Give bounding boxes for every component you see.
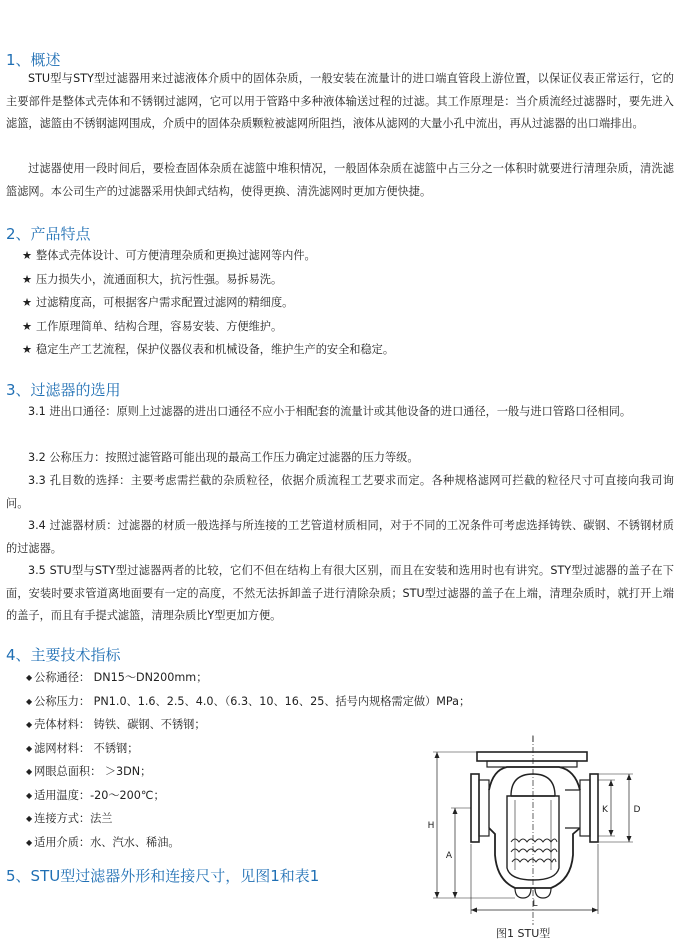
spec-text: 适用介质：水、汽水、稀油。 — [34, 835, 180, 849]
overview-paragraph-2-text: 过滤器使用一段时间后，要检查固体杂质在滤篮中堆积情况，一般固体杂质在滤篮中占三分之一体积时就要进行清理杂质，清洗滤篮滤网。本公司生产的过滤器采用快卸式结构，使得更换、清洗滤网时更加方便快捷。 — [6, 162, 674, 198]
star-icon: ★ — [22, 319, 33, 333]
features-list — [22, 244, 394, 362]
selection-text-3-5: 3.5 STU型与STY型过滤器两者的比较，它们不但在结构上有很大区别，而且在安装和选用时也有讲究。STY型过滤器的盖子在下面，安装时要求管道离地面要有一定的高度，不然无法拆卸盖子进行清除杂质；STU型过滤器的盖子在上端，清理杂质时，就打开上端的盖子，而且有手提式滤篮，清理杂质比Y型更加方便。 — [6, 564, 674, 622]
diamond-bullet-icon: ◆ — [26, 790, 33, 800]
section-title-overview: 1、概述 — [6, 51, 61, 69]
dim-label-h: H — [427, 821, 435, 831]
feature-text: 过滤精度高，可根据客户需求配置过滤网的精细度。 — [36, 296, 294, 309]
spec-text: 网眼总面积： ＞3DN； — [34, 765, 152, 778]
diamond-bullet-icon: ◆ — [26, 837, 33, 847]
spec-item — [26, 666, 470, 690]
spec-text: 公称压力： PN1.0、1.6、2.5、4.0、（6.3、10、16、25、括号内规格需定做）MPa； — [34, 694, 471, 708]
spec-item — [26, 737, 470, 761]
feature-text: 工作原理简单、结构合理，容易安装、方便维护。 — [36, 319, 283, 333]
overview-paragraph-1-text: STU型与STY型过滤器用来过滤液体介质中的固体杂质，一般安装在流量计的进口端直管段上游位置，以保证仪表正常运行，它的主要部件是整体式壳体和不锈钢过滤网，它可以用于管路中多种液体输送过程的过滤。其工作原理是：当介质流经过滤器时，要先进入滤篮，滤篮由不锈钢滤网围成，介质中的固体杂质颗粒被滤网所阻挡，液体从滤网的大量小孔中流出，再从过滤器的出口端排出。 — [6, 72, 674, 130]
spec-item — [26, 831, 470, 855]
diamond-bullet-icon: ◆ — [26, 767, 33, 776]
selection-paragraph-3-2 — [6, 447, 674, 470]
diamond-bullet-icon: ◆ — [26, 673, 33, 682]
feature-item — [22, 338, 394, 362]
selection-paragraph-3-3 — [6, 470, 674, 515]
feature-item — [22, 268, 394, 292]
diamond-bullet-icon: ◆ — [26, 814, 33, 823]
diamond-bullet-icon: ◆ — [26, 743, 33, 753]
spec-text: 适用温度：-20～200℃； — [34, 788, 165, 802]
feature-text: 整体式壳体设计、可方便清理杂质和更换过滤网等内件。 — [36, 249, 316, 262]
diamond-bullet-icon: ◆ — [26, 696, 33, 706]
spec-item — [26, 807, 470, 831]
dim-label-a: A — [445, 851, 453, 861]
star-icon: ★ — [22, 296, 33, 309]
star-icon: ★ — [22, 343, 33, 356]
selection-paragraph-3-5 — [6, 560, 674, 628]
stu-filter-diagram — [415, 730, 680, 950]
spec-item — [26, 784, 470, 808]
spec-text: 滤网材料： 不锈钢； — [34, 741, 139, 755]
star-icon: ★ — [22, 249, 33, 262]
spec-text: 公称通径： DN15～DN200mm； — [34, 671, 208, 684]
overview-paragraph-2 — [6, 158, 674, 203]
selection-text-3-1: 3.1 进出口通径：原则上过滤器的进出口通径不应小于相配套的流量计或其他设备的进口通径，一般与进口管路口径相同。 — [28, 405, 632, 418]
feature-text: 压力损失小，流通面积大，抗污性强。易拆易洗。 — [36, 272, 283, 286]
section-title-dimensions: 5、STU型过滤器外形和连接尺寸，见图1和表1 — [6, 867, 320, 885]
spec-text: 壳体材料： 铸铁、碳钢、不锈钢； — [34, 718, 206, 731]
section-title-selection: 3、过滤器的选用 — [6, 381, 121, 399]
dim-label-i: I — [531, 735, 535, 745]
star-icon: ★ — [22, 272, 33, 286]
spec-item — [26, 690, 470, 714]
overview-paragraph-1 — [6, 68, 674, 136]
specs-list — [26, 666, 470, 854]
selection-paragraph-3-4 — [6, 515, 674, 560]
stu-filter-drawing — [415, 730, 680, 925]
spec-text: 连接方式：法兰 — [34, 812, 113, 825]
feature-item — [22, 315, 394, 339]
feature-item — [22, 244, 394, 268]
feature-item — [22, 291, 394, 315]
selection-paragraph-3-1 — [6, 401, 674, 424]
dim-label-d: D — [633, 805, 641, 815]
selection-text-3-3: 3.3 孔目数的选择：主要考虑需拦截的杂质粒径，依据介质流程工艺要求而定。各种规格滤网可拦截的粒径尺寸可直接向我司询问。 — [6, 474, 674, 510]
feature-text: 稳定生产工艺流程，保护仪器仪表和机械设备，维护生产的安全和稳定。 — [36, 343, 395, 356]
figure-caption: 图1 STU型 — [496, 927, 551, 940]
dim-label-k: K — [602, 805, 608, 815]
diamond-bullet-icon: ◆ — [26, 720, 33, 729]
selection-text-3-4: 3.4 过滤器材质：过滤器的材质一般选择与所连接的工艺管道材质相同，对于不同的工况条件可考虑选择铸铁、碳钢、不锈钢材质的过滤器。 — [6, 519, 674, 555]
dim-label-l: L — [532, 899, 538, 909]
section-title-specs: 4、主要技术指标 — [6, 646, 121, 664]
selection-text-3-2: 3.2 公称压力：按照过滤管路可能出现的最高工作压力确定过滤器的压力等级。 — [28, 451, 419, 464]
section-title-features: 2、产品特点 — [6, 225, 91, 243]
spec-item — [26, 713, 470, 737]
spec-item — [26, 760, 470, 784]
